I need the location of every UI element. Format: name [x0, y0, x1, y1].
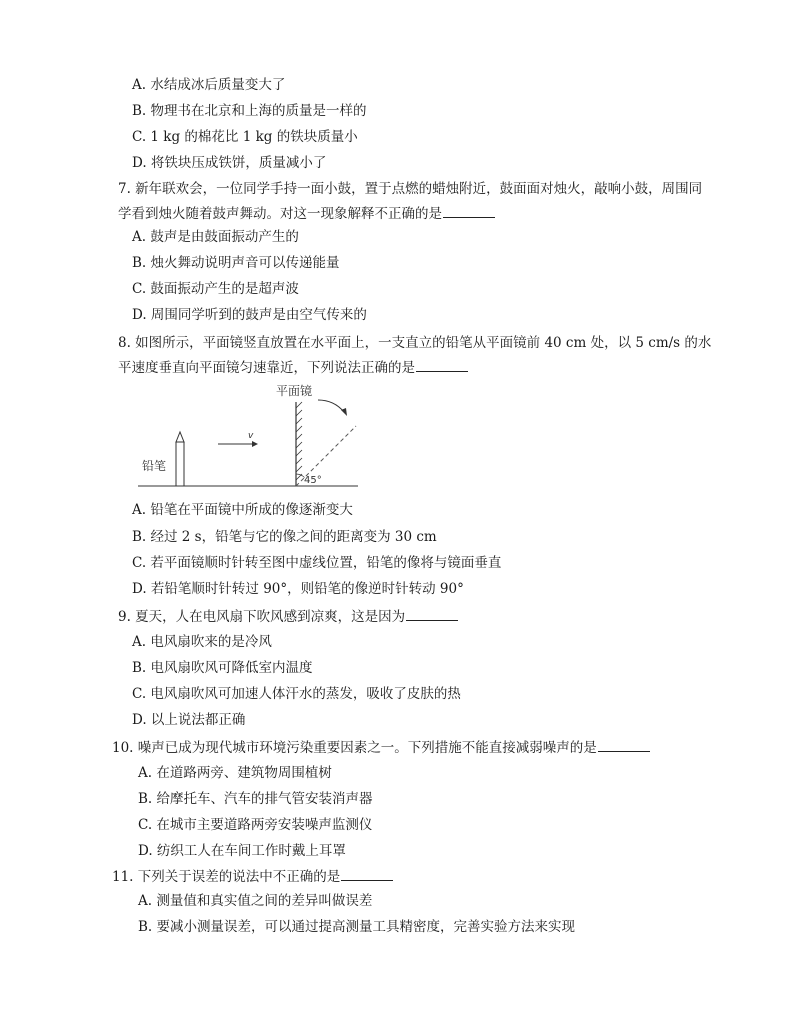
- pencil-label: 铅笔: [142, 459, 167, 473]
- q6-option-d: D. 将铁块压成铁饼，质量减小了: [132, 155, 327, 171]
- q7-stem-line1: 7. 新年联欢会，一位同学手持一面小鼓，置于点燃的蜡烛附近，鼓面面对烛火，敲响小鼓，周围同: [118, 181, 703, 197]
- q10-stem-line1: [112, 737, 650, 757]
- rotation-arrow: [318, 400, 344, 412]
- q7-stem-line2: [118, 203, 495, 223]
- q10-answer-blank: [598, 737, 650, 752]
- q10-option-b: B. 给摩托车、汽车的排气管安装消声器: [138, 791, 373, 807]
- q11-stem-text: 11. 下列关于误差的说法中不正确的是: [112, 869, 341, 885]
- q6-option-c: C. 1 kg 的棉花比 1 kg 的铁块质量小: [132, 129, 358, 145]
- q7-option-d: D. 周围同学听到的鼓声是由空气传来的: [132, 307, 367, 323]
- q8-answer-blank: [416, 357, 468, 372]
- q8-stem-line1: 8. 如图所示，平面镜竖直放置在水平面上，一支直立的铅笔从平面镜前 40 cm 处，以 5 cm/s 的水: [118, 335, 712, 351]
- q7-answer-blank: [443, 203, 495, 218]
- mirror-hatching: [296, 402, 302, 480]
- q7-stem-text: 学看到烛火随着鼓声舞动。对这一现象解释不正确的是: [118, 206, 442, 222]
- q10-option-a: A. 在道路两旁、建筑物周围植树: [138, 765, 332, 781]
- q9-option-a: A. 电风扇吹来的是冷风: [132, 634, 272, 650]
- q8-option-b: B. 经过 2 s，铅笔与它的像之间的距离变为 30 cm: [132, 529, 437, 545]
- q8-stem-text: 平速度垂直向平面镜匀速靠近，下列说法正确的是: [118, 360, 415, 376]
- q8-option-d: D. 若铅笔顺时针转过 90°，则铅笔的像逆时针转动 90°: [132, 581, 464, 597]
- mirror-pencil-figure: [138, 382, 378, 494]
- q9-stem-line1: [118, 606, 458, 626]
- q7-option-a: A. 鼓声是由鼓面振动产生的: [132, 229, 299, 245]
- velocity-label: v: [248, 431, 254, 441]
- q11-option-b: B. 要减小测量误差，可以通过提高测量工具精密度，完善实验方法来实现: [138, 919, 576, 935]
- q6-option-b: B. 物理书在北京和上海的质量是一样的: [132, 103, 367, 119]
- q8-option-a: A. 铅笔在平面镜中所成的像逐渐变大: [132, 502, 353, 518]
- q9-stem-text: 9. 夏天，人在电风扇下吹风感到凉爽，这是因为: [118, 609, 406, 625]
- q10-option-c: C. 在城市主要道路两旁安装噪声监测仪: [138, 817, 373, 833]
- q9-option-b: B. 电风扇吹风可降低室内温度: [132, 660, 313, 676]
- q9-option-c: C. 电风扇吹风可加速人体汗水的蒸发，吸收了皮肤的热: [132, 686, 461, 702]
- arrow-head-icon: [252, 441, 258, 447]
- q10-option-d: D. 纺织工人在车间工作时戴上耳罩: [138, 843, 346, 859]
- q7-option-b: B. 烛火舞动说明声音可以传递能量: [132, 255, 340, 271]
- q11-option-a: A. 测量值和真实值之间的差异叫做误差: [138, 893, 373, 909]
- q7-option-c: C. 鼓面振动产生的是超声波: [132, 281, 299, 297]
- q8-option-c: C. 若平面镜顺时针转至图中虚线位置，铅笔的像将与镜面垂直: [132, 555, 502, 571]
- mirror-label: 平面镜: [276, 384, 313, 398]
- q10-stem-text: 10. 噪声已成为现代城市环境污染重要因素之一。下列措施不能直接减弱噪声的是: [112, 740, 597, 756]
- angle-label: 45°: [304, 475, 322, 486]
- q8-stem-line2: [118, 357, 468, 377]
- pencil-icon: [176, 432, 184, 486]
- q9-option-d: D. 以上说法都正确: [132, 712, 246, 728]
- q9-answer-blank: [406, 606, 458, 621]
- q11-answer-blank: [341, 866, 393, 881]
- q11-stem-line1: [112, 866, 393, 886]
- q6-option-a: A. 水结成冰后质量变大了: [132, 77, 286, 93]
